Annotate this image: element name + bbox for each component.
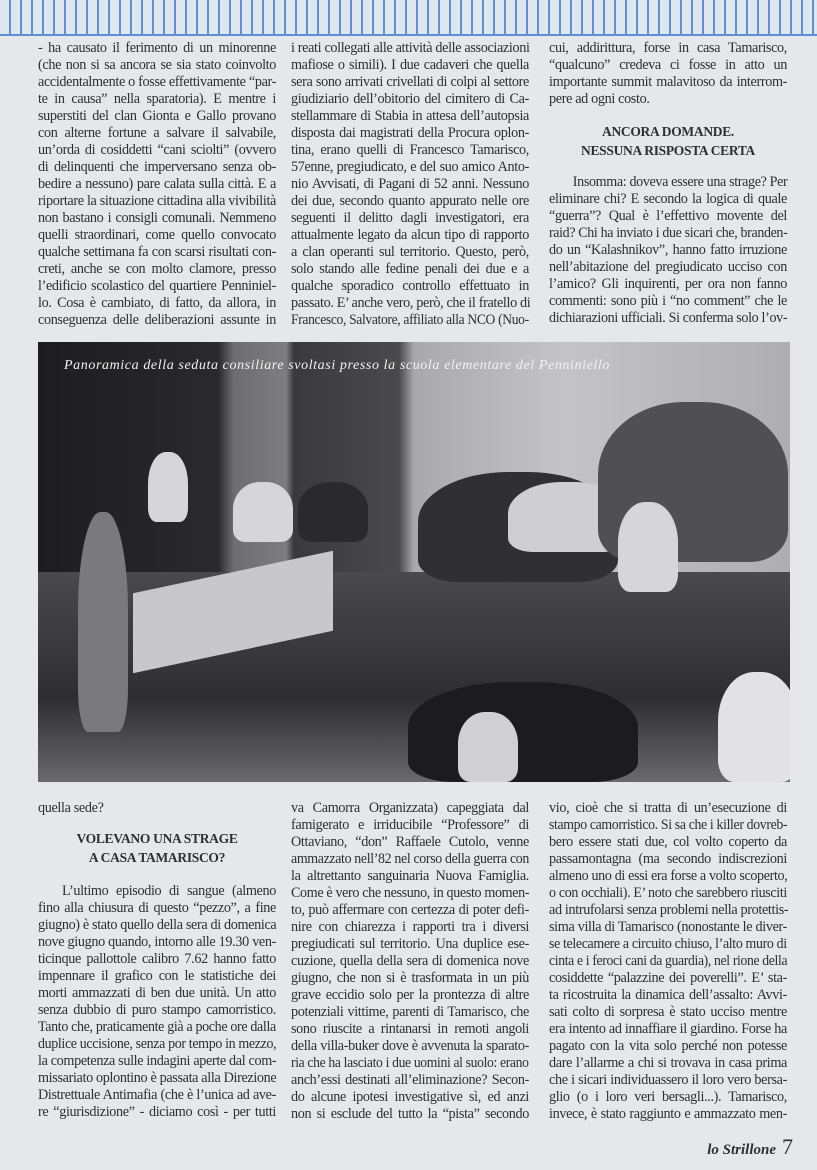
text-line: invece, è stato raggiunto e ammazzato men- [549,1106,787,1122]
text-line: stellammare di Stabia in attesa dell’autopsia [291,108,529,124]
text-line: re “giurisdizione” - diciamo così - per tutti [38,1104,276,1120]
text-line: con alterne fortune a salvare il salvabile, [38,125,276,141]
text-line: ria che ha lasciato i due uomini al suolo: erano [291,1055,529,1071]
text-line: ticinque pallottole calibro 7.62 hanno fatto [38,951,276,967]
text-line: Come è vero che nessuno, in questo momen- [291,885,530,901]
text-line: nio Avvisati, di Pagani di 52 anni. Nessuno [291,176,529,192]
text-line: cuzione, quella della sera di domenica nove [291,953,529,969]
text-line: della villa-buker dove è avvenuta la sparato- [291,1038,529,1054]
text-line: Tanto che, praticamente già a poche ore dalla [38,1019,276,1035]
text-line: passamontagna (ma secondo indiscrezioni [549,851,787,867]
text-line: nire con chiarezza i rapporti tra i diversi [291,919,529,935]
text-line: Francesco, Salvatore, affiliato alla NCO (Nuo- [291,312,529,328]
text-line: giugno) è stato quello della sera di domenica [38,917,277,933]
text-line: to, può affermare con certezza di poter defi- [291,902,529,918]
text-line: stampo camorristico. Si sa che i killer dovreb- [549,817,788,833]
text-line: tina, erano quelli di Francesco Tamarisco, [291,142,529,158]
text-line: bedire a nessuno) pare calata sulla città. E a [38,176,276,192]
text-line: disposta dai magistrati della Procura oplon- [291,125,529,141]
text-line: l’edificio scolastico del quartiere Penniniel- [38,278,276,294]
photo-caption: Panoramica della seduta consiliare svoltasi presso la scuola elementare del Penniniello [64,358,611,373]
text-line: morti ammazzati di ben due unità. Un atto [38,985,276,1001]
text-line: 57enne, pregiudicato, e del suo amico Anto- [291,159,529,175]
text-line: conseguenza delle deliberazioni assunte in [38,312,276,328]
text-line: la altrettanto sanguinaria Nuova Famiglia. [291,868,529,884]
text-line: quelli straordinari, come quello convocato [38,227,276,243]
top-column-3 [549,40,787,327]
text-line: “guerra”? Qual è l’effettivo movente del [549,208,787,224]
page-number: 7 [782,1134,793,1159]
text-line: bero essere stati due, col volto coperto da [549,834,787,850]
text-line: (che non si sa ancora se sia stato coinvolto [38,57,276,73]
text-line: - ha causato il ferimento di un minorenne [38,40,276,56]
text-line: nove giugno quando, intorno alle 19.30 ven- [38,934,276,950]
text-line: cosiddette “palazzine dei poverelli”. E’ sta- [549,970,787,986]
decorative-header-stripe [0,0,817,36]
heading-line: ANCORA DOMANDE. [602,124,734,139]
text-line: anch’essi destinati all’eliminazione? Secon- [291,1072,529,1088]
text-line: dichiarazioni ufficiali. Si conferma solo l’ov- [549,310,788,326]
text-line: Ottaviano, “don” Raffaele Cutolo, venne [291,834,529,850]
text-line: non si esclude del tutto la “pista” secondo [291,1106,529,1122]
text-line: raid? Chi ha inviato i due sicari che, branden- [549,225,788,241]
heading-line: A CASA TAMARISCO? [88,850,226,865]
text-line: mafiose o simili). I due cadaveri che quella [291,57,529,73]
text-line: accidentalmente o fosse effettivamente “par- [38,74,276,90]
text-line: ad intrufolarsi senza problemi nella protettis- [549,902,789,918]
text-line: a clan operanti sul territorio. Questo, però, [291,244,529,260]
text-line: do alcune ipotesi investigative sì, ed anzi [291,1089,529,1105]
text-line: L’ultimo episodio di sangue (almeno [62,883,276,899]
text-line: sono riuscite a rintanarsi in remoti angoli [291,1021,529,1037]
section-heading-ancora-domande [549,122,787,160]
text-line: quella sede? [38,800,104,816]
text-line: grave eccidio solo per la prontezza di altre [291,987,529,1003]
text-line: che i sicari individuassero il loro vero bersa- [549,1072,787,1088]
text-line: creti, anche se con molto clamore, presso [38,261,276,277]
text-line: do un “Kalashnikov”, hanno fatto irruzione [549,242,787,258]
text-line: vio, cioè che si tratta di un’esecuzione di [549,800,787,816]
bottom-column-3 [549,800,787,1123]
text-line: lo. Cosa è cambiato, di fatto, da allora, in [38,295,276,311]
text-line: impennare il grafico con le statistiche dei [38,968,276,984]
text-line: dare l’allarme a chi si trovava in casa prima [549,1055,787,1071]
text-line: sima villa di Tamarisco (nonostante le diver- [549,919,787,935]
page-footer [707,1133,793,1161]
top-column-1 [38,40,276,329]
text-line: giugno, che non si è trasformata in un più [291,970,529,986]
text-line: ammazzato nell’82 nel corso della guerra con [291,851,530,867]
text-line: passato. E’ anche vero, però, che il fratello di [291,295,531,311]
section-heading-volevano-una-strage [38,829,276,867]
text-line: era intento ad innaffiare il giardino. Forse ha [549,1021,787,1037]
text-line: cinta e i feroci cani da guardia), nel rione della [549,953,788,969]
text-line: eliminare chi? E secondo la logica di quale [549,191,787,207]
text-line: la competenza sulle indagini aperte dal com- [38,1053,277,1069]
text-line: non bastano i consigli comunali. Nemmeno [38,210,276,226]
text-line: missariato oplontino è passata alla Direzione [38,1070,277,1086]
text-line: commenti: sono più i “no comment” che le [549,293,787,309]
text-line: solo stando alle fedine penali dei due e a [291,261,529,277]
text-line: pere ad ogni costo. [549,91,650,107]
text-line: duplice uccisione, senza por tempo in mezzo, [38,1036,277,1052]
heading-line: VOLEVANO UNA STRAGE [76,831,238,846]
text-line: senza dubbio di puro stampo camorristico. [38,1002,276,1018]
text-line: sati colto di sorpresa è stato ucciso mentre [549,1004,787,1020]
text-line: dei due, secondo quanto appurato nelle ore [291,193,529,209]
text-line: seguenti il delitto dagli investigatori, era [291,210,529,226]
text-line: cui, addirittura, forse in casa Tamarisco, [549,40,787,56]
council-meeting-photo [38,342,790,782]
text-line: Insomma: doveva essere una strage? Per [572,174,788,190]
bottom-column-1 [38,800,276,1121]
text-line: Distrettuale Antimafia (che è l’unica ad ave- [38,1087,276,1103]
text-line: attualmente legato da alcun tipo di rapporto [291,227,529,243]
top-column-2 [291,40,529,329]
text-line: pregiudicati sul territorio. Una duplice ese- [291,936,529,952]
text-line: o con occhiali). E’ noto che sarebbero riusciti [549,885,787,901]
heading-line: NESSUNA RISPOSTA CERTA [581,143,755,158]
text-line: almeno uno di essi era forse a volto scoperto, [549,868,788,884]
text-line: giudiziario dell’obitorio del cimitero di Ca- [291,91,529,107]
text-line: te in causa” nella sparatoria). E mentre i [38,91,276,107]
text-line: potenziali vittime, parenti di Tamarisco, che [291,1004,529,1020]
text-line: va Camorra Organizzata) capeggiata dal [291,800,529,816]
text-line: qualche settimana fa con scarsi risultati con- [38,244,276,260]
bottom-column-2 [291,800,529,1123]
text-line: se telecamere a circuito chiuso, l’alto muro di [549,936,787,952]
text-line: ta ricostruita la dinamica dell’assalto: Avvi- [549,987,787,1003]
text-line: nell’abitazione del pregiudicato ucciso con [549,259,787,275]
text-line: i reati collegati alle attività delle associazioni [291,40,530,56]
text-line: fino alla chiusura di questo “pezzo”, a fine [38,900,276,916]
text-line: riportare la situazione cittadina alla vivibilità [38,193,276,209]
text-line: importante summit malavitoso da interrom- [549,74,787,90]
text-line: un’orda di cosiddetti “cani sciolti” (ovvero [38,142,276,158]
magazine-name: lo Strillone [707,1142,776,1158]
text-line: glio (o i loro veri bersagli...). Tamarisco, [549,1089,787,1105]
text-line: superstiti del clan Gionta e Gallo provano [38,108,276,124]
text-line: “qualcuno” credeva ci fosse in atto un [549,57,787,73]
text-line: di delinquenti che imperversano senza ob- [38,159,276,175]
text-line: qualche sporadico controllo effettuato in [291,278,529,294]
text-line: sera sono arrivati crivellati di colpi al settore [291,74,529,90]
text-line: famigerato e irriducibile “Professore” di [291,817,529,833]
text-line: l’amico? Gli inquirenti, per ora non fanno [549,276,787,292]
text-line: pagato con la vita solo perché non potesse [549,1038,787,1054]
